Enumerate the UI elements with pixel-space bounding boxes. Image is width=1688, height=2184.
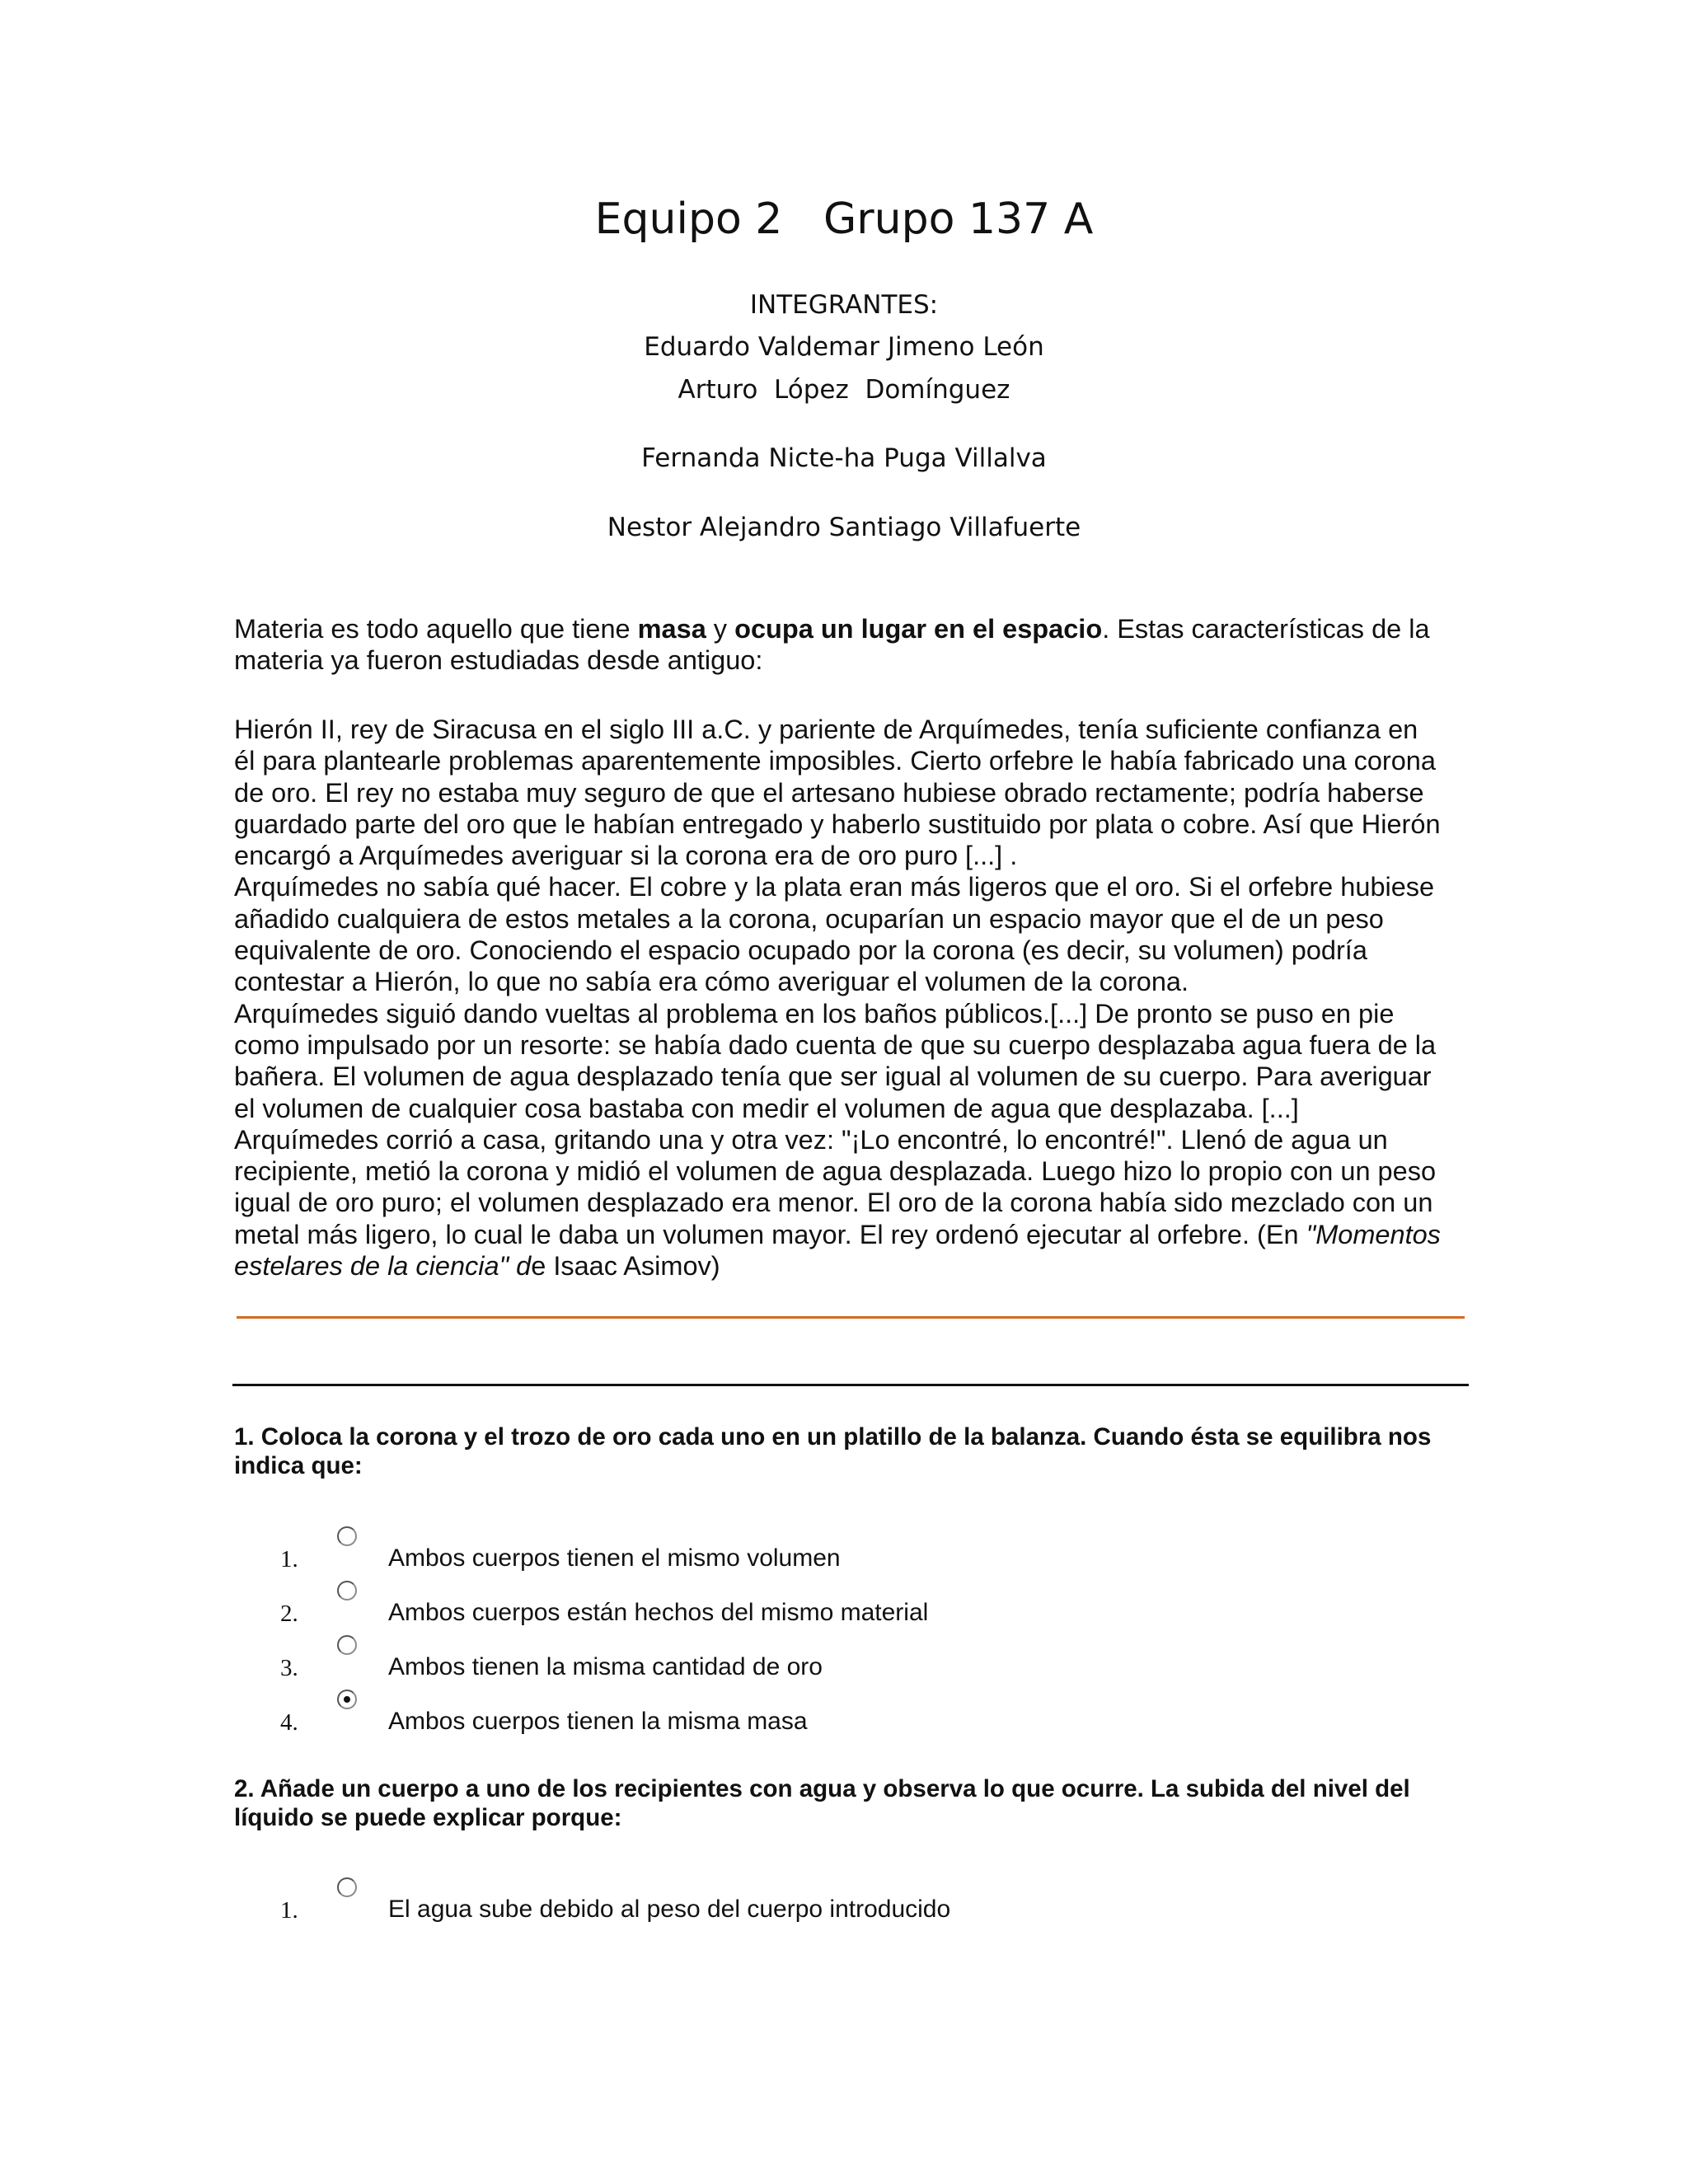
question-1-option-1[interactable]	[0, 1526, 1688, 1576]
question-1-option-2[interactable]	[0, 1581, 1688, 1630]
radio-button[interactable]	[337, 1690, 357, 1709]
option-number: 1.	[280, 1546, 298, 1572]
story-line: como impulsado por un resorte: se había dado cuenta de que su cuerpo desplazaba agua fuera de la	[234, 1029, 1437, 1060]
story-line: de oro. El rey no estaba muy seguro de que el artesano hubiese obrado rectamente; podría haberse	[234, 777, 1424, 808]
story-line: guardado parte del oro que le habían entregado y haberlo sustituido por plata o cobre. Así que Hierón	[234, 808, 1441, 839]
radio-button[interactable]	[337, 1526, 357, 1546]
black-divider	[232, 1384, 1469, 1386]
story-line: bañera. El volumen de agua desplazado tenía que ser igual al volumen de su cuerpo. Para averiguar	[234, 1062, 1432, 1092]
question-2-option-1[interactable]	[0, 1877, 1688, 1927]
option-number: 4.	[280, 1709, 298, 1736]
emphasis-espacio: ocupa un lugar en el espacio	[734, 614, 1103, 644]
member-name: Fernanda Nicte-ha Puga Villalva	[641, 443, 1047, 473]
intro-line: materia ya fueron estudiadas desde antiguo:	[234, 645, 763, 676]
option-number: 1.	[280, 1897, 298, 1924]
story-paragraph	[234, 714, 1484, 1282]
story-line: recipiente, metió la corona y midió el volumen de agua desplazada. Luego hizo lo propio con un peso	[234, 1156, 1437, 1187]
story-line: equivalente de oro. Conociendo el espacio ocupado por la corona (es decir, su volumen) podría	[234, 935, 1367, 966]
member-name: Nestor Alejandro Santiago Villafuerte	[607, 513, 1081, 542]
question-1-option-4[interactable]	[0, 1690, 1688, 1739]
page-title: Equipo 2 Grupo 137 A	[594, 194, 1094, 244]
story-line: añadido cualquiera de estos metales a la corona, ocuparían un espacio mayor que el de un peso	[234, 903, 1384, 934]
member-name: Arturo López Domínguez	[678, 375, 1010, 405]
story-line: él para plantearle problemas aparentemente imposibles. Cierto orfebre le había fabricado una corona	[234, 746, 1436, 776]
option-label: Ambos cuerpos están hechos del mismo material	[388, 1599, 929, 1626]
story-line: Arquímedes siguió dando vueltas al problema en los baños públicos.[...] De pronto se puso en pie	[234, 998, 1395, 1029]
question-1-text: 1. Coloca la corona y el trozo de oro cada uno en un platillo de la balanza. Cuando ésta se equilibra nos indica que:	[234, 1423, 1432, 1479]
radio-button[interactable]	[337, 1635, 357, 1655]
intro-line: Materia es todo aquello que tiene masa y ocupa un lugar en el espacio. Estas características de la	[234, 614, 1430, 644]
book-title-italic: "Momentos	[1306, 1219, 1441, 1249]
option-label: Ambos cuerpos tienen la misma masa	[388, 1708, 808, 1735]
intro-paragraph	[234, 613, 1484, 677]
story-line: encargó a Arquímedes averiguar si la corona era de oro puro [...] .	[234, 841, 1018, 871]
story-line: estelares de la ciencia" de Isaac Asimov)	[234, 1251, 720, 1282]
story-line: Hierón II, rey de Siracusa en el siglo III a.C. y pariente de Arquímedes, tenía suficiente confianza en	[234, 715, 1418, 744]
option-number: 3.	[280, 1655, 298, 1681]
orange-divider	[237, 1316, 1465, 1319]
option-number: 2.	[280, 1601, 298, 1627]
story-line: igual de oro puro; el volumen desplazado era menor. El oro de la corona había sido mezclado con un	[234, 1188, 1433, 1218]
story-line: Arquímedes no sabía qué hacer. El cobre y la plata eran más ligeros que el oro. Si el orfebre hubiese	[234, 872, 1435, 902]
book-title-italic: estelares de la ciencia" d	[234, 1251, 532, 1282]
emphasis-masa: masa	[637, 614, 706, 644]
story-line: contestar a Hierón, lo que no sabía era cómo averiguar el volumen de la corona.	[234, 967, 1189, 997]
radio-button[interactable]	[337, 1581, 357, 1601]
story-line: metal más ligero, lo cual le daba un volumen mayor. El rey ordenó ejecutar al orfebre. (En "Momentos	[234, 1219, 1441, 1249]
integrantes-heading: INTEGRANTES:	[749, 290, 939, 320]
story-line: el volumen de cualquier cosa bastaba con medir el volumen de agua que desplazaba. [...]	[234, 1093, 1299, 1123]
option-label: Ambos tienen la misma cantidad de oro	[388, 1653, 823, 1680]
radio-button[interactable]	[337, 1877, 357, 1897]
member-name: Eduardo Valdemar Jimeno León	[644, 332, 1044, 362]
option-label: El agua sube debido al peso del cuerpo introducido	[388, 1896, 951, 1923]
option-label: Ambos cuerpos tienen el mismo volumen	[388, 1544, 841, 1572]
story-line: Arquímedes corrió a casa, gritando una y otra vez: "¡Lo encontré, lo encontré!". Llenó de agua un	[234, 1124, 1388, 1155]
question-2-text: 2. Añade un cuerpo a uno de los recipientes con agua y observa lo que ocurre. La subida del nivel del líquido se puede explicar porque:	[234, 1775, 1410, 1831]
question-1-option-3[interactable]	[0, 1635, 1688, 1685]
